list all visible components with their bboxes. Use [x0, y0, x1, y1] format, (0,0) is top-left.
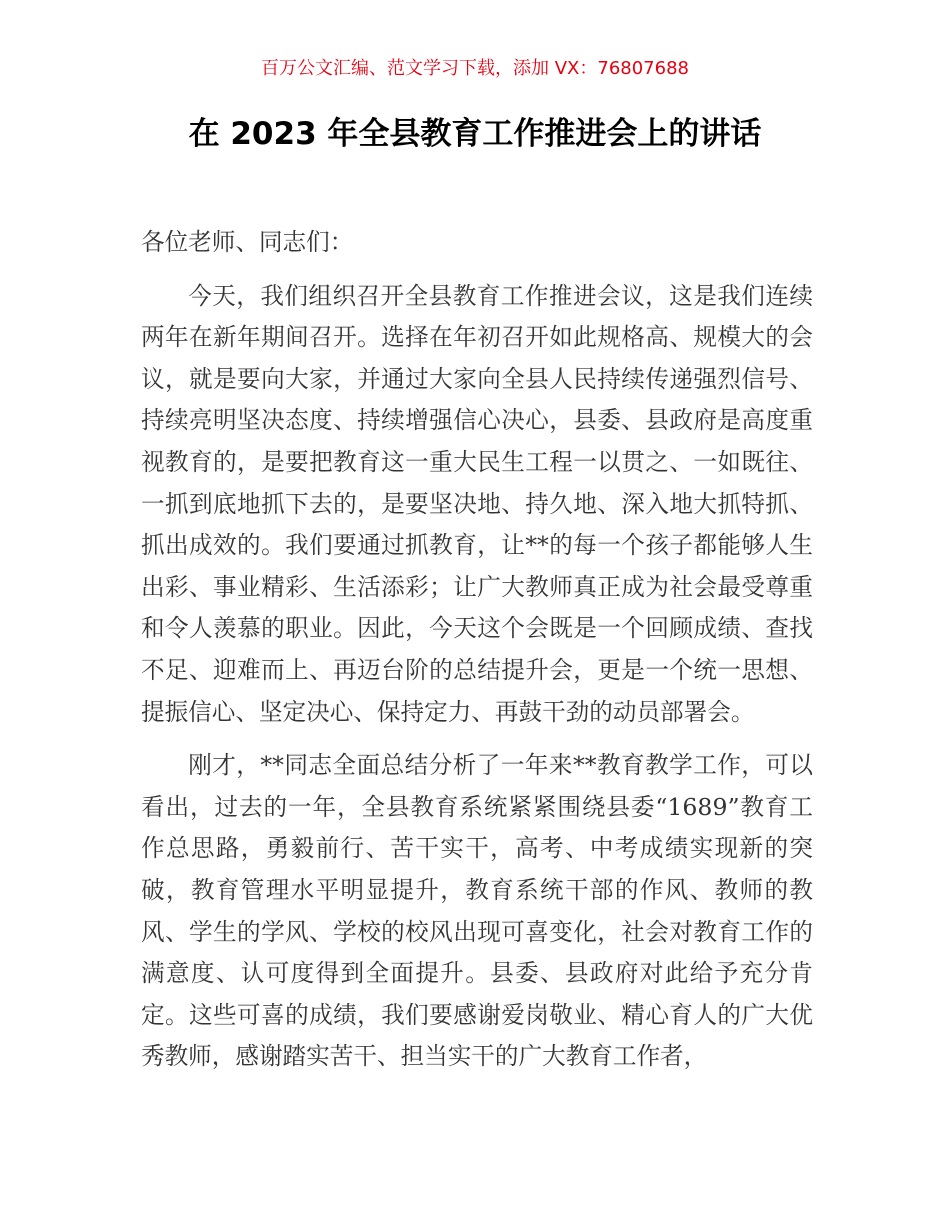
salutation: 各位老师、同志们：	[141, 228, 354, 256]
paragraph: 今天，我们组织召开全县教育工作推进会议，这是我们连续两年在新年期间召开。选择在年初召开如此规格高、规模大的会议，就是要向大家，并通过大家向全县人民持续传递强烈信号、持续亮明坚决态度、持续增强信心决心，县委、县政府是高度重视教育的，是要把教育这一重大民生工程一以贯之、一如既往、一抓到底地抓下去的，是要坚决地、持久地、深入地大抓特抓、抓出成效的。我们要通过抓教育，让**的每一个孩子都能够人生出彩、事业精彩、生活添彩；让广大教师真正成为社会最受尊重和令人羡慕的职业。因此，今天这个会既是一个回顾成绩、查找不足、迎难而上、再迈台阶的总结提升会，更是一个统一思想、提振信心、坚定决心、保持定力、再鼓干劲的动员部署会。	[141, 281, 813, 726]
document-body	[141, 222, 813, 1090]
document-title: 在 2023 年全县教育工作推进会上的讲话	[188, 116, 762, 152]
watermark-banner: 百万公文汇编、范文学习下载，添加 VX：76807688	[261, 58, 689, 79]
paragraph: 刚才，**同志全面总结分析了一年来**教育教学工作，可以看出，过去的一年，全县教育系统紧紧围绕县委“1689”教育工作总思路，勇毅前行、苦干实干，高考、中考成绩实现新的突破，教育管理水平明显提升，教育系统干部的作风、教师的教风、学生的学风、学校的校风出现可喜变化，社会对教育工作的满意度、认可度得到全面提升。县委、县政府对此给予充分肯定。这些可喜的成绩，我们要感谢爱岗敬业、精心育人的广大优秀教师，感谢踏实苦干、担当实干的广大教育工作者，	[141, 751, 813, 1071]
